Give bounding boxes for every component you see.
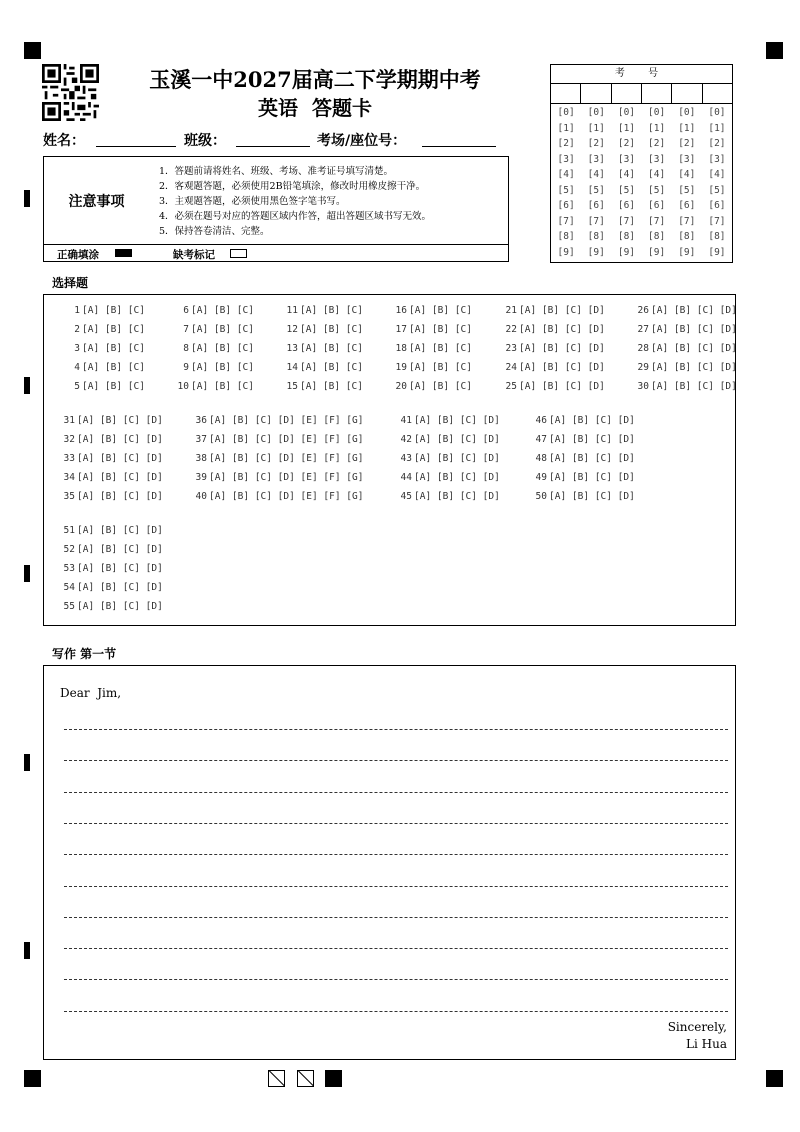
- choice-question[interactable]: [394, 453, 500, 464]
- closing: Sincerely,: [667, 1020, 727, 1034]
- answer-options[interactable]: [A] [B] [C] [D]: [77, 544, 163, 555]
- choice-question[interactable]: [529, 415, 635, 426]
- exam-digit-option[interactable]: [1]: [678, 122, 696, 134]
- exam-digit-option[interactable]: [5]: [678, 184, 696, 196]
- answer-options[interactable]: [A] [B] [C] [D]: [549, 491, 635, 502]
- exam-digit-option[interactable]: [2]: [708, 138, 726, 149]
- exam-digit-option[interactable]: [8]: [648, 231, 666, 242]
- choice-question[interactable]: [189, 434, 363, 445]
- notice-item: 1．答题前请将姓名、班级、考场、准考证号填写清楚。: [159, 166, 394, 177]
- exam-number-column: [642, 104, 672, 260]
- notice-item: 2．客观题答题，必须使用2B铅笔填涂，修改时用橡皮擦干净。: [159, 181, 426, 192]
- correct-fill-label: 正确填涂: [57, 249, 99, 261]
- exam-digit-option[interactable]: [8]: [708, 231, 726, 242]
- choice-question[interactable]: [529, 434, 635, 445]
- exam-digit-option[interactable]: [1]: [648, 122, 666, 134]
- answer-options[interactable]: [A] [B] [C] [D]: [651, 381, 737, 392]
- room-seat-label: 考场/座位号：: [317, 133, 407, 149]
- timing-mark: [24, 754, 30, 771]
- choice-question[interactable]: [57, 563, 163, 574]
- writing-line[interactable]: [64, 823, 728, 824]
- exam-digit-option[interactable]: [1]: [708, 122, 726, 134]
- answer-options[interactable]: [A] [B] [C]: [409, 362, 472, 373]
- question-number: 2: [74, 324, 80, 335]
- exam-digit-option[interactable]: [3]: [617, 153, 636, 165]
- exam-digit-option[interactable]: [7]: [557, 215, 575, 227]
- question-number: 4: [74, 362, 80, 373]
- answer-options[interactable]: [A] [B] [C]: [300, 362, 363, 373]
- answer-options[interactable]: [A] [B] [C]: [300, 305, 363, 316]
- choice-question[interactable]: [499, 305, 605, 316]
- writing-line[interactable]: [64, 948, 728, 949]
- question-number: 16: [395, 305, 407, 316]
- exam-digit-option[interactable]: [3]: [648, 153, 666, 165]
- exam-number-grid: [550, 64, 733, 263]
- answer-options[interactable]: [A] [B] [C]: [191, 343, 254, 354]
- choice-section-label: 选择题: [52, 276, 89, 290]
- exam-number-box[interactable]: [551, 84, 581, 103]
- question-number: 45: [400, 491, 412, 502]
- page-mark: [297, 1070, 314, 1087]
- exam-digit-option[interactable]: [2]: [648, 138, 666, 149]
- sheet-title: 英语 答题卡: [258, 96, 372, 120]
- answer-options[interactable]: [A] [B] [C] [D]: [77, 563, 163, 574]
- signature: Li Hua: [686, 1037, 727, 1051]
- answer-options[interactable]: [A] [B] [C] [D]: [77, 582, 163, 593]
- corner-mark: [24, 1070, 41, 1087]
- answer-options[interactable]: [A] [B] [C] [D]: [77, 525, 163, 536]
- choice-answer-area: [43, 294, 736, 626]
- answer-options[interactable]: [A] [B] [C] [D] [E] [F] [G]: [209, 491, 364, 502]
- choice-question[interactable]: [171, 305, 254, 316]
- absent-mark-box[interactable]: [230, 249, 247, 258]
- choice-question[interactable]: [57, 415, 163, 426]
- answer-options[interactable]: [A] [B] [C] [D]: [519, 381, 605, 392]
- timing-mark: [24, 190, 30, 207]
- answer-options[interactable]: [A] [B] [C]: [191, 381, 254, 392]
- exam-number-title: 考 号: [551, 65, 732, 84]
- question-number: 33: [63, 453, 75, 464]
- choice-question[interactable]: [57, 525, 163, 536]
- writing-answer-area: [43, 665, 736, 1060]
- page-mark: [325, 1070, 342, 1087]
- writing-line[interactable]: [64, 979, 728, 980]
- answer-options[interactable]: [A] [B] [C] [D]: [77, 491, 163, 502]
- timing-mark: [24, 565, 30, 582]
- answer-options[interactable]: [A] [B] [C] [D]: [549, 415, 635, 426]
- exam-digit-option[interactable]: [9]: [617, 246, 636, 258]
- choice-question[interactable]: [499, 381, 605, 392]
- question-number: 52: [63, 544, 75, 555]
- question-number: 23: [505, 343, 517, 354]
- answer-options[interactable]: [A] [B] [C]: [82, 381, 145, 392]
- exam-number-columns: [551, 104, 732, 260]
- corner-mark: [766, 1070, 783, 1087]
- exam-number-column: [581, 104, 611, 260]
- question-number: 6: [183, 305, 189, 316]
- choice-question[interactable]: [62, 305, 145, 316]
- exam-digit-option[interactable]: [6]: [557, 200, 575, 211]
- choice-question[interactable]: [389, 324, 472, 335]
- notice-box: [43, 156, 509, 262]
- writing-line[interactable]: [64, 854, 728, 855]
- exam-digit-option[interactable]: [2]: [678, 138, 696, 149]
- question-number: 18: [395, 343, 407, 354]
- answer-options[interactable]: [A] [B] [C] [D]: [549, 453, 635, 464]
- answer-options[interactable]: [A] [B] [C] [D]: [77, 415, 163, 426]
- choice-question[interactable]: [394, 434, 500, 445]
- question-number: 9: [183, 362, 189, 373]
- choice-question[interactable]: [189, 472, 363, 483]
- choice-question[interactable]: [631, 343, 737, 354]
- answer-options[interactable]: [A] [B] [C] [D]: [519, 343, 605, 354]
- choice-question[interactable]: [529, 472, 635, 483]
- question-number: 22: [505, 324, 517, 335]
- question-number: 27: [637, 324, 649, 335]
- choice-question[interactable]: [62, 362, 145, 373]
- answer-options[interactable]: [A] [B] [C] [D] [E] [F] [G]: [209, 453, 364, 464]
- corner-mark: [766, 42, 783, 59]
- exam-number-box[interactable]: [703, 84, 732, 103]
- question-number: 30: [637, 381, 649, 392]
- exam-title: 玉溪一中2027届高二下学期期中考: [149, 67, 481, 92]
- question-number: 34: [63, 472, 75, 483]
- exam-digit-option[interactable]: [0]: [557, 107, 575, 118]
- choice-question[interactable]: [57, 582, 163, 593]
- choice-question[interactable]: [280, 305, 363, 316]
- choice-question[interactable]: [389, 343, 472, 354]
- answer-options[interactable]: [A] [B] [C] [D] [E] [F] [G]: [209, 415, 364, 426]
- question-number: 14: [286, 362, 298, 373]
- question-number: 43: [400, 453, 412, 464]
- answer-options[interactable]: [A] [B] [C]: [409, 324, 472, 335]
- exam-digit-option[interactable]: [5]: [708, 184, 726, 196]
- answer-options[interactable]: [A] [B] [C]: [409, 343, 472, 354]
- name-field[interactable]: [96, 146, 176, 147]
- question-number: 49: [535, 472, 547, 483]
- question-number: 41: [400, 415, 412, 426]
- choice-question[interactable]: [389, 381, 472, 392]
- question-number: 15: [286, 381, 298, 392]
- exam-number-column: [672, 104, 702, 260]
- choice-question[interactable]: [57, 434, 163, 445]
- question-number: 37: [195, 434, 207, 445]
- exam-number-box[interactable]: [612, 84, 642, 103]
- choice-question[interactable]: [57, 601, 163, 612]
- exam-digit-option[interactable]: [9]: [678, 246, 696, 258]
- choice-question[interactable]: [499, 324, 605, 335]
- question-number: 19: [395, 362, 407, 373]
- exam-digit-option[interactable]: [9]: [587, 246, 605, 258]
- answer-options[interactable]: [A] [B] [C]: [191, 362, 254, 373]
- exam-digit-option[interactable]: [0]: [678, 107, 696, 118]
- question-number: 5: [74, 381, 80, 392]
- answer-options[interactable]: [A] [B] [C] [D]: [414, 472, 500, 483]
- question-number: 40: [195, 491, 207, 502]
- question-number: 36: [195, 415, 207, 426]
- notice-item: 3．主观题答题，必须使用黑色签字笔书写。: [159, 196, 346, 207]
- choice-question[interactable]: [57, 472, 163, 483]
- answer-options[interactable]: [A] [B] [C] [D] [E] [F] [G]: [209, 434, 364, 445]
- answer-options[interactable]: [A] [B] [C] [D]: [414, 415, 500, 426]
- timing-mark: [24, 377, 30, 394]
- answer-options[interactable]: [A] [B] [C] [D]: [77, 453, 163, 464]
- question-number: 38: [195, 453, 207, 464]
- question-number: 12: [286, 324, 298, 335]
- choice-question[interactable]: [171, 381, 254, 392]
- exam-digit-option[interactable]: [9]: [557, 246, 575, 258]
- exam-digit-option[interactable]: [3]: [557, 153, 575, 165]
- class-label: 班级：: [184, 133, 226, 149]
- choice-question[interactable]: [280, 324, 363, 335]
- corner-mark: [24, 42, 41, 59]
- choice-question[interactable]: [394, 491, 500, 502]
- exam-number-box[interactable]: [672, 84, 702, 103]
- choice-question[interactable]: [394, 472, 500, 483]
- absent-mark-label: 缺考标记: [173, 249, 215, 261]
- writing-line[interactable]: [64, 1011, 728, 1012]
- exam-digit-option[interactable]: [5]: [587, 184, 605, 196]
- exam-number-box[interactable]: [642, 84, 672, 103]
- answer-options[interactable]: [A] [B] [C]: [82, 362, 145, 373]
- qr-code-icon: [42, 64, 99, 121]
- question-number: 48: [535, 453, 547, 464]
- answer-options[interactable]: [A] [B] [C] [D]: [77, 472, 163, 483]
- writing-line[interactable]: [64, 917, 728, 918]
- question-number: 8: [183, 343, 189, 354]
- question-number: 10: [177, 381, 189, 392]
- salutation: Dear Jim,: [60, 686, 122, 700]
- exam-digit-option[interactable]: [5]: [617, 184, 636, 196]
- question-number: 46: [535, 415, 547, 426]
- choice-question[interactable]: [631, 381, 737, 392]
- fill-legend: [44, 244, 508, 263]
- notice-list: [159, 164, 431, 239]
- exam-digit-option[interactable]: [9]: [708, 246, 726, 258]
- question-number: 51: [63, 525, 75, 536]
- answer-options[interactable]: [A] [B] [C] [D]: [414, 453, 500, 464]
- notice-heading: 注意事项: [68, 193, 125, 210]
- question-number: 53: [63, 563, 75, 574]
- choice-question[interactable]: [280, 343, 363, 354]
- exam-digit-option[interactable]: [4]: [648, 169, 666, 180]
- choice-question[interactable]: [189, 415, 363, 426]
- question-number: 35: [63, 491, 75, 502]
- question-number: 55: [63, 601, 75, 612]
- answer-options[interactable]: [A] [B] [C] [D]: [77, 601, 163, 612]
- exam-digit-option[interactable]: [3]: [678, 153, 696, 165]
- choice-question[interactable]: [171, 343, 254, 354]
- exam-digit-option[interactable]: [2]: [557, 138, 575, 149]
- notice-item: 4．必须在题号对应的答题区域内作答，超出答题区域书写无效。: [159, 211, 432, 222]
- exam-digit-option[interactable]: [7]: [678, 215, 696, 227]
- exam-number-column: [702, 104, 732, 260]
- writing-line[interactable]: [64, 760, 728, 761]
- answer-options[interactable]: [A] [B] [C]: [300, 381, 363, 392]
- choice-question[interactable]: [631, 362, 737, 373]
- question-number: 11: [286, 305, 298, 316]
- exam-digit-option[interactable]: [0]: [617, 107, 636, 118]
- answer-options[interactable]: [A] [B] [C]: [82, 324, 145, 335]
- exam-digit-option[interactable]: [7]: [587, 215, 605, 227]
- exam-digit-option[interactable]: [6]: [708, 200, 726, 211]
- question-number: 13: [286, 343, 298, 354]
- class-field[interactable]: [236, 146, 310, 147]
- question-number: 31: [63, 415, 75, 426]
- question-number: 47: [535, 434, 547, 445]
- exam-digit-option[interactable]: [6]: [678, 200, 696, 211]
- exam-number-write-boxes: [551, 84, 732, 104]
- question-number: 17: [395, 324, 407, 335]
- answer-options[interactable]: [A] [B] [C] [D]: [519, 362, 605, 373]
- choice-question[interactable]: [57, 544, 163, 555]
- choice-question[interactable]: [57, 453, 163, 464]
- room-seat-field[interactable]: [422, 146, 496, 147]
- answer-options[interactable]: [A] [B] [C] [D]: [414, 491, 500, 502]
- exam-digit-option[interactable]: [2]: [617, 138, 636, 149]
- choice-question[interactable]: [62, 343, 145, 354]
- choice-question[interactable]: [62, 324, 145, 335]
- choice-question[interactable]: [189, 491, 363, 502]
- choice-question[interactable]: [499, 362, 605, 373]
- timing-mark: [24, 942, 30, 959]
- question-number: 54: [63, 582, 75, 593]
- choice-question[interactable]: [389, 305, 472, 316]
- answer-options[interactable]: [A] [B] [C] [D]: [549, 434, 635, 445]
- question-number: 39: [195, 472, 207, 483]
- answer-options[interactable]: [A] [B] [C]: [82, 305, 145, 316]
- exam-digit-option[interactable]: [4]: [708, 169, 726, 180]
- exam-digit-option[interactable]: [8]: [557, 231, 575, 242]
- exam-digit-option[interactable]: [7]: [708, 215, 726, 227]
- answer-options[interactable]: [A] [B] [C]: [82, 343, 145, 354]
- exam-digit-option[interactable]: [8]: [678, 231, 696, 242]
- question-number: 24: [505, 362, 517, 373]
- question-number: 21: [505, 305, 517, 316]
- answer-options[interactable]: [A] [B] [C] [D]: [519, 305, 605, 316]
- choice-question[interactable]: [171, 324, 254, 335]
- answer-options[interactable]: [A] [B] [C] [D]: [414, 434, 500, 445]
- exam-digit-option[interactable]: [3]: [708, 153, 726, 165]
- answer-options[interactable]: [A] [B] [C] [D]: [651, 362, 737, 373]
- question-number: 50: [535, 491, 547, 502]
- exam-digit-option[interactable]: [3]: [587, 153, 605, 165]
- exam-digit-option[interactable]: [6]: [648, 200, 666, 211]
- page-mark: [268, 1070, 285, 1087]
- exam-digit-option[interactable]: [7]: [648, 215, 666, 227]
- answer-options[interactable]: [A] [B] [C] [D] [E] [F] [G]: [209, 472, 364, 483]
- question-number: 26: [637, 305, 649, 316]
- exam-digit-option[interactable]: [5]: [648, 184, 666, 196]
- question-number: 29: [637, 362, 649, 373]
- answer-options[interactable]: [A] [B] [C] [D]: [519, 324, 605, 335]
- answer-options[interactable]: [A] [B] [C]: [191, 305, 254, 316]
- notice-item: 5．保持答卷清洁、完整。: [159, 226, 270, 237]
- choice-question[interactable]: [171, 362, 254, 373]
- exam-digit-option[interactable]: [8]: [587, 231, 605, 242]
- exam-digit-option[interactable]: [9]: [648, 246, 666, 258]
- choice-question[interactable]: [631, 305, 737, 316]
- answer-options[interactable]: [A] [B] [C] [D]: [77, 434, 163, 445]
- exam-digit-option[interactable]: [1]: [587, 122, 605, 134]
- answer-options[interactable]: [A] [B] [C]: [191, 324, 254, 335]
- writing-line[interactable]: [64, 886, 728, 887]
- exam-digit-option[interactable]: [6]: [617, 200, 636, 211]
- answer-options[interactable]: [A] [B] [C]: [300, 343, 363, 354]
- writing-section-label: 写作 第一节: [52, 647, 117, 661]
- exam-number-column: [611, 104, 641, 260]
- choice-question[interactable]: [389, 362, 472, 373]
- choice-question[interactable]: [62, 381, 145, 392]
- exam-digit-option[interactable]: [0]: [708, 107, 726, 118]
- choice-question[interactable]: [529, 453, 635, 464]
- answer-options[interactable]: [A] [B] [C] [D]: [651, 343, 737, 354]
- question-number: 25: [505, 381, 517, 392]
- question-number: 1: [74, 305, 80, 316]
- answer-options[interactable]: [A] [B] [C]: [300, 324, 363, 335]
- exam-digit-option[interactable]: [6]: [587, 200, 605, 211]
- answer-options[interactable]: [A] [B] [C]: [409, 381, 472, 392]
- question-number: 42: [400, 434, 412, 445]
- exam-digit-option[interactable]: [4]: [617, 169, 636, 180]
- name-label: 姓名：: [43, 133, 85, 149]
- exam-digit-option[interactable]: [1]: [617, 122, 636, 134]
- choice-question[interactable]: [394, 415, 500, 426]
- exam-number-box[interactable]: [581, 84, 611, 103]
- question-number: 32: [63, 434, 75, 445]
- choice-question[interactable]: [280, 362, 363, 373]
- exam-digit-option[interactable]: [8]: [617, 231, 636, 242]
- choice-question[interactable]: [631, 324, 737, 335]
- question-number: 44: [400, 472, 412, 483]
- choice-question[interactable]: [529, 491, 635, 502]
- exam-digit-option[interactable]: [2]: [587, 138, 605, 149]
- exam-digit-option[interactable]: [0]: [648, 107, 666, 118]
- answer-options[interactable]: [A] [B] [C] [D]: [651, 305, 737, 316]
- question-number: 20: [395, 381, 407, 392]
- choice-question[interactable]: [499, 343, 605, 354]
- choice-question[interactable]: [189, 453, 363, 464]
- answer-options[interactable]: [A] [B] [C] [D]: [651, 324, 737, 335]
- question-number: 7: [183, 324, 189, 335]
- answer-options[interactable]: [A] [B] [C]: [409, 305, 472, 316]
- exam-digit-option[interactable]: [5]: [557, 184, 575, 196]
- writing-line[interactable]: [64, 729, 728, 730]
- exam-digit-option[interactable]: [4]: [587, 169, 605, 180]
- choice-question[interactable]: [57, 491, 163, 502]
- exam-number-column: [551, 104, 581, 260]
- exam-digit-option[interactable]: [0]: [587, 107, 605, 118]
- answer-options[interactable]: [A] [B] [C] [D]: [549, 472, 635, 483]
- writing-line[interactable]: [64, 792, 728, 793]
- question-number: 3: [74, 343, 80, 354]
- exam-digit-option[interactable]: [4]: [678, 169, 696, 180]
- exam-digit-option[interactable]: [1]: [557, 122, 575, 134]
- exam-digit-option[interactable]: [4]: [557, 169, 575, 180]
- question-number: 28: [637, 343, 649, 354]
- exam-digit-option[interactable]: [7]: [617, 215, 636, 227]
- correct-fill-sample: [115, 249, 132, 257]
- choice-question[interactable]: [280, 381, 363, 392]
